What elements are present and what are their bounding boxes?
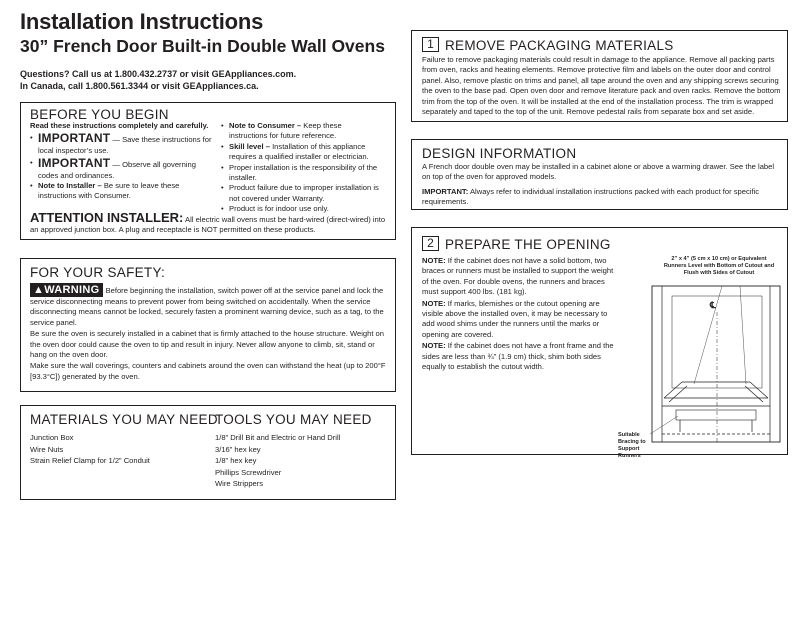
attention-label: ATTENTION INSTALLER: (30, 210, 184, 225)
skill-label: Skill level – (229, 141, 270, 151)
step-number: 2 (422, 236, 439, 251)
design-body (422, 162, 782, 208)
prepare-notes (422, 256, 618, 372)
warning-text: Before beginning the installation, switch power off at the service panel and lock the service disconnecting means to prevent power from being switched on accidentally. When the service disconnecting means cannot be locked, securely fasten a prominent warning device, such as a tag, to the service panel. (30, 286, 384, 327)
materials-list (30, 432, 150, 467)
runners-label: 2” x 4” (5 cm x 10 cm) or Equivalent Runners Level with Bottom of Cutout and Flush with Sides of Cutout (663, 256, 775, 276)
important-label: IMPORTANT (38, 156, 111, 171)
remove-heading-row (422, 37, 674, 55)
note-consumer-label: Note to Consumer – (229, 121, 302, 130)
prepare-heading: PREPARE THE OPENING (445, 237, 611, 252)
design-important-label: IMPORTANT: (422, 186, 469, 196)
important-codes-text: — Observe all governing codes and ordinances. (38, 160, 196, 180)
contact-canada: In Canada, call 1.800.561.3344 or visit GEAppliances.ca. (20, 81, 259, 91)
warning-triangle-icon: ▲ (33, 284, 45, 296)
contact-us: Questions? Call us at 1.800.432.2737 or visit GEAppliances.com. (20, 69, 297, 79)
design-information-section (411, 139, 788, 210)
bracing-label: Suitable Bracing to Support Runners (618, 432, 646, 459)
note-text: If the cabinet does not have a solid bottom, two braces or runners must be installed to support the weight of the oven. For double ovens, the runners and braces must support 400 lbs. (181 kg). (422, 256, 614, 297)
list-item: 1/8” hex key (215, 456, 257, 465)
before-right-col (221, 121, 381, 215)
list-item: Wire Strippers (215, 479, 264, 488)
attention-installer (30, 210, 390, 235)
remove-packaging-section (411, 30, 788, 122)
remove-text: Failure to remove packaging materials could result in damage to the appliance. Remove all packing parts from oven, racks and heating elements. Remove protective film and labels on the outer door and control panel. Also, remove plastic on trims and panel, all tape around the oven and any shipping screws securing the oven to the base pad. Open oven door and remove literature pack and oven racks. Remove the bottom trim from the top of the oven. It will be installed at the end of the installation process. The trim is wrapped separately and taped to the top of the unit. Remove pedestal rails from separate box and set aside. (422, 55, 781, 117)
warning-label: WARNING (44, 284, 100, 296)
before-you-begin-section (20, 102, 396, 240)
design-important-text: Always refer to individual installation instructions packed with each product for specific requirements. (422, 186, 760, 207)
page-subtitle: 30” French Door Built-in Double Wall Ovens (20, 36, 385, 56)
note-text: If marks, blemishes or the cutout opening are visible above the installed oven, it may be necessary to add wood shims under the runners until the marks or opening are covered. (422, 298, 608, 339)
design-heading: DESIGN INFORMATION (422, 146, 577, 161)
before-intro: Read these instructions completely and carefully. (30, 121, 209, 130)
indoor-use: • Product is for indoor use only. (221, 204, 381, 214)
list-item: Wire Nuts (30, 444, 64, 454)
safety-cabinet-paragraph: Be sure the oven is securely installed in a cabinet that is firmly attached to the house structure. Weight on the oven door could cause the oven to tip and result in injury. Never allow anyone to climb, sit, stand or hang on the oven door. (30, 329, 385, 360)
prepare-note-shims (422, 299, 618, 341)
note-text: If the cabinet does not have a front frame and the sides are less than ¾” (1.9 cm) thick, shim both sides equally to establish the cutout width. (422, 341, 614, 372)
prepare-opening-section (411, 227, 788, 459)
list-item: Phillips Screwdriver (215, 467, 282, 477)
important-codes (30, 158, 215, 181)
note-consumer (221, 121, 381, 142)
note-label: NOTE: (422, 256, 446, 265)
materials-heading: MATERIALS YOU MAY NEED (30, 412, 218, 427)
list-item: Junction Box (30, 433, 74, 442)
safety-warning-paragraph (30, 283, 388, 328)
centerline-symbol: ℄ (710, 300, 716, 310)
prepare-note-frame (422, 341, 618, 372)
note-label: NOTE: (422, 341, 446, 351)
safety-body (30, 283, 388, 382)
list-item: 3/16” hex key (215, 444, 261, 454)
important-save-text: — Save these instructions for local inspector’s use. (38, 135, 212, 155)
list-item: 1/8” Drill Bit and Electric or Hand Drill (215, 433, 341, 442)
cabinet-diagram (622, 256, 782, 452)
prepare-note-runners (422, 256, 618, 298)
cabinet-figure (618, 256, 782, 459)
tools-list (215, 432, 340, 490)
step-number: 1 (422, 37, 439, 52)
before-heading: BEFORE YOU BEGIN (30, 107, 169, 122)
note-installer (30, 181, 215, 202)
design-important (422, 187, 782, 208)
product-failure: • Product failure due to improper installation is not covered under Warranty. (221, 183, 381, 204)
skill-text: Installation of this appliance requires a qualified installer or electrician. (229, 141, 369, 162)
important-label: IMPORTANT (38, 131, 111, 146)
note-installer-label: Note to Installer – (38, 181, 102, 191)
prepare-heading-row (422, 236, 611, 254)
note-label: NOTE: (422, 298, 446, 308)
skill-level (221, 142, 381, 163)
remove-heading: REMOVE PACKAGING MATERIALS (445, 38, 674, 53)
attention-text: All electric wall ovens must be hard-wired (direct-wired) into an approved junction box. A plug and receptacle is NOT permitted on these products. (30, 215, 386, 234)
list-item: Strain Relief Clamp for 1/2” Conduit (30, 456, 150, 465)
tools-heading: TOOLS YOU MAY NEED (215, 412, 372, 427)
design-paragraph: A French door double oven may be installed in a cabinet alone or above a warming drawer. See the label on top of the oven for approved models. (422, 162, 775, 182)
safety-section (20, 258, 396, 392)
safety-heading: FOR YOUR SAFETY: (30, 265, 166, 280)
before-left-col (30, 121, 215, 202)
note-consumer-text: Keep these instructions for future reference. (229, 121, 342, 141)
materials-tools-section (20, 405, 396, 500)
page-header (20, 10, 400, 92)
important-save (30, 133, 215, 156)
page-title: Installation Instructions (20, 9, 264, 34)
proper-installation: • Proper installation is the responsibility of the installer. (221, 163, 381, 184)
warning-badge (30, 283, 103, 297)
note-installer-text: Be sure to leave these instructions with Consumer. (38, 181, 180, 201)
safety-heat-paragraph: Make sure the wall coverings, counters and cabinets around the oven can withstand the heat (up to 200°F [93.3°C]) generated by the oven. (30, 361, 386, 381)
